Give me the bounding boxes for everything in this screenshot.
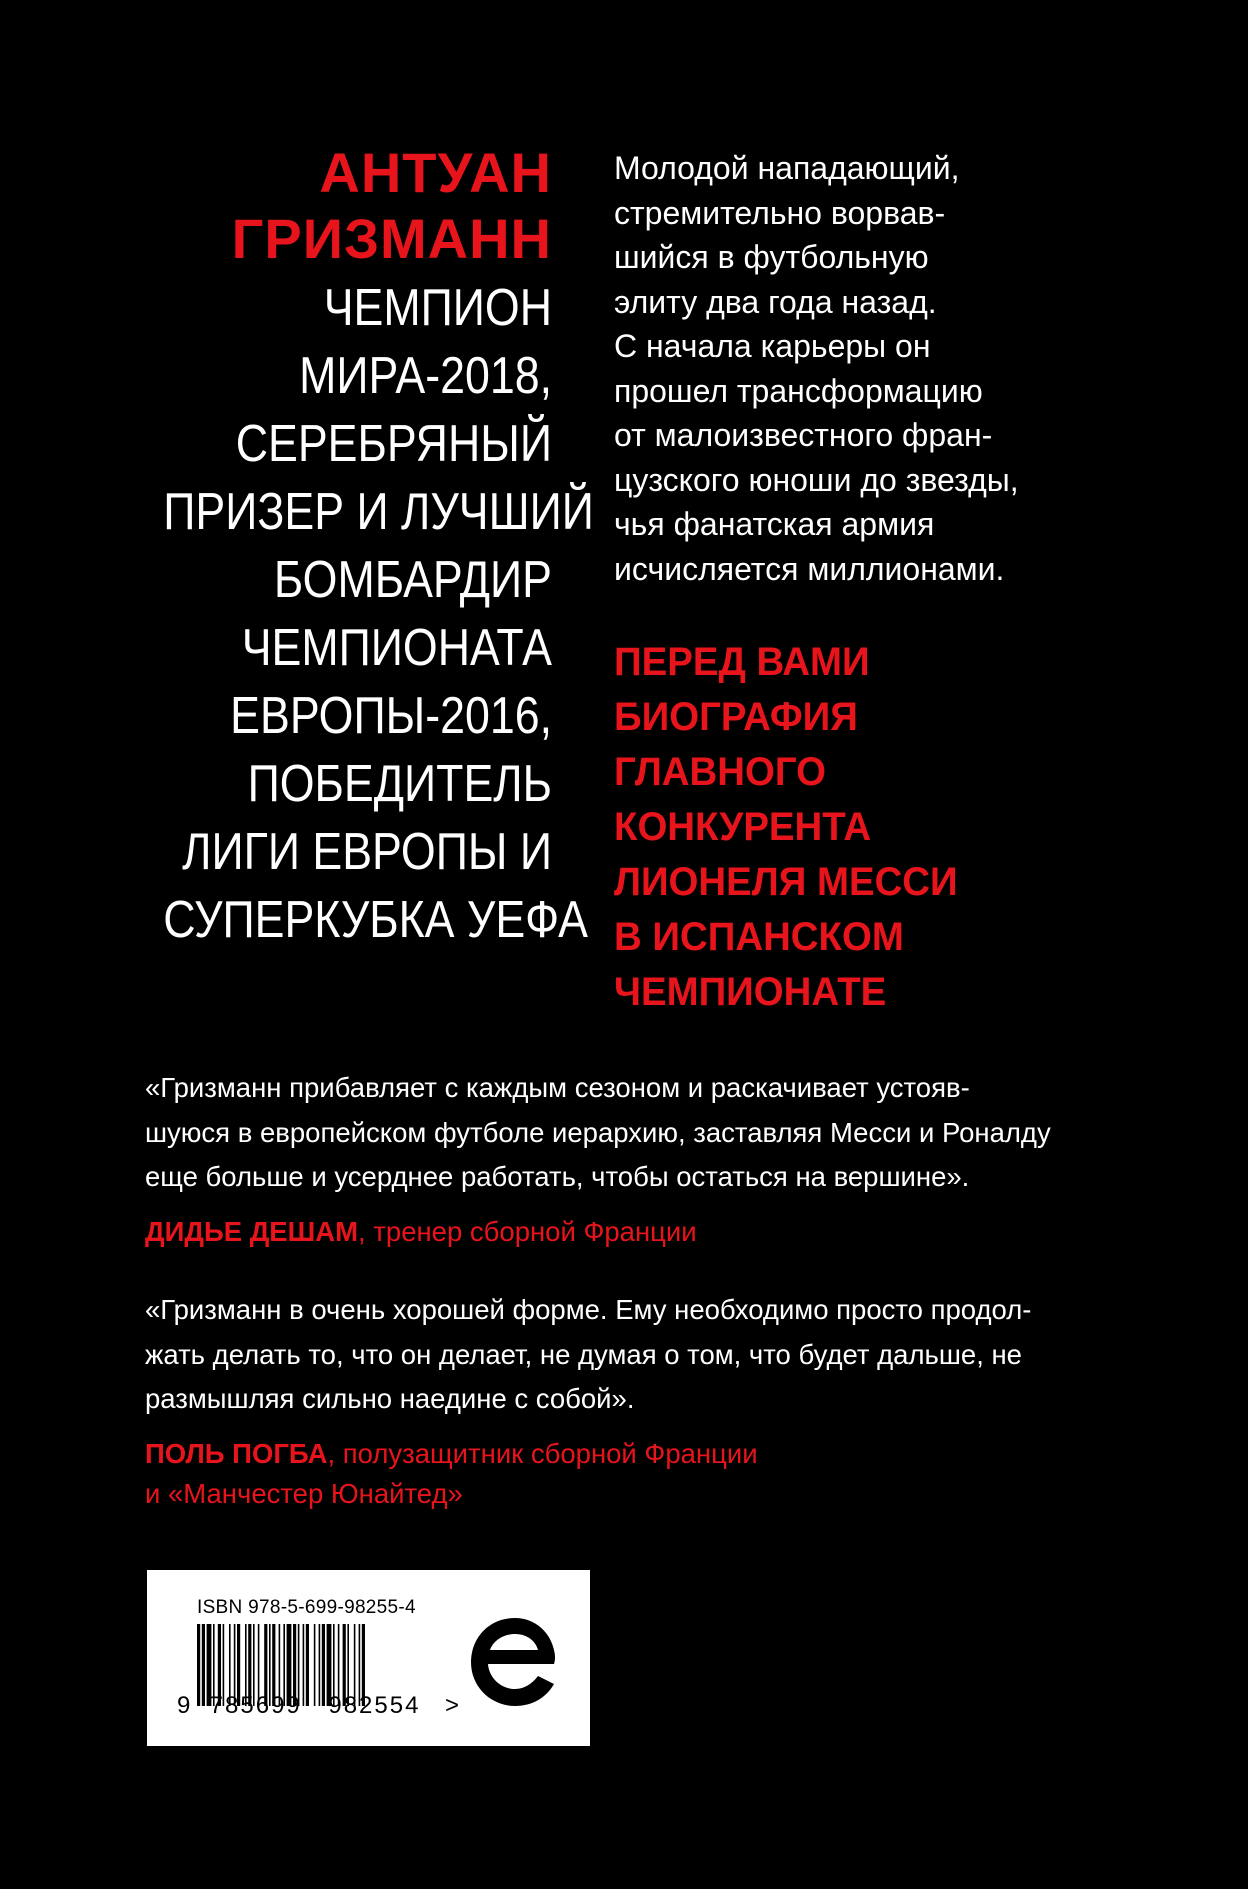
- right-column: [614, 146, 1174, 1020]
- quote-attribution: [145, 1434, 1105, 1514]
- intro-line: прошел трансформацию: [614, 372, 983, 409]
- quote-deschamps: [145, 1066, 1105, 1252]
- quote-pogba: [145, 1288, 1105, 1514]
- intro-line: стремительно ворвав-: [614, 194, 946, 231]
- title-line: ПРИЗЕР И ЛУЧШИЙ: [163, 483, 594, 541]
- intro-paragraph: [614, 146, 1174, 591]
- quote-line: жать делать то, что он делает, не думая о том, что будет дальше, не: [145, 1338, 1022, 1370]
- quote-line: размышляя сильно наедине с собой».: [145, 1383, 635, 1414]
- barcode-digits: [177, 1692, 459, 1720]
- claim-line: КОНКУРЕНТА: [614, 805, 872, 849]
- quote-author-role: , полузащитник сборной Франции: [327, 1437, 758, 1469]
- claim-line: ГЛАВНОГО: [614, 750, 826, 794]
- quote-author: ПОЛЬ ПОГБА: [145, 1437, 328, 1469]
- quote-line: «Гризманн прибавляет с каждым сезоном и раскачивает устояв-: [145, 1072, 970, 1103]
- barcode-right-digits: 982554: [328, 1692, 421, 1719]
- quote-author: ДИДЬЕ ДЕШАМ: [145, 1215, 359, 1247]
- title-line: ЧЕМПИОН: [323, 279, 552, 337]
- quote-author-role-continued: и «Манчестер Юнайтед»: [145, 1477, 463, 1509]
- author-first-name: АНТУАН: [319, 141, 552, 204]
- title-line: ЕВРОПЫ-2016,: [230, 687, 552, 745]
- barcode-left-digits: 785699: [209, 1692, 302, 1719]
- quote-line: еще больше и усерднее работать, чтобы остаться на вершине».: [145, 1161, 970, 1192]
- claim-line: БИОГРАФИЯ: [614, 695, 858, 739]
- quote-attribution: [145, 1212, 1105, 1252]
- intro-line: цузского юноши до звезды,: [614, 461, 1019, 498]
- claim-line: ЧЕМПИОНАТЕ: [614, 970, 887, 1014]
- intro-line: элиту два года назад.: [614, 283, 937, 320]
- quote-author-role: , тренер сборной Франции: [358, 1215, 697, 1247]
- intro-line: Молодой нападающий,: [614, 150, 960, 186]
- claim-line: В ИСПАНСКОМ: [614, 915, 904, 959]
- barcode-quiet-mark: >: [445, 1692, 460, 1719]
- quote-line: шуюся в европейском футболе иерархию, заставляя Месси и Роналду: [145, 1116, 1051, 1148]
- intro-line: чья фанатская армия: [614, 506, 935, 542]
- intro-line: шийся в футбольную: [614, 239, 929, 275]
- quote-line: «Гризманн в очень хорошей форме. Ему необходимо просто продол-: [145, 1294, 1032, 1325]
- author-last-name: ГРИЗМАНН: [231, 207, 552, 270]
- title-line: СЕРЕБРЯНЫЙ: [235, 415, 552, 473]
- title-line: ЛИГИ ЕВРОПЫ И: [182, 823, 552, 881]
- eksmo-logo-icon: [465, 1612, 565, 1712]
- intro-line: исчисляется миллионами.: [614, 550, 1005, 587]
- title-line: ЧЕМПИОНАТА: [241, 619, 552, 677]
- biography-claim: [614, 635, 1174, 1020]
- intro-line: от малоизвестного фран-: [614, 417, 993, 453]
- title-line: МИРА-2018,: [299, 347, 552, 405]
- title-line: БОМБАРДИР: [273, 551, 552, 609]
- claim-line: ПЕРЕД ВАМИ: [614, 640, 870, 684]
- barcode-panel: [147, 1570, 590, 1746]
- claim-line: ЛИОНЕЛЯ МЕССИ: [614, 860, 958, 904]
- book-heading: [100, 140, 594, 954]
- isbn-label: ISBN 978-5-699-98255-4: [197, 1597, 416, 1618]
- title-line: ПОБЕДИТЕЛЬ: [247, 755, 552, 813]
- intro-line: С начала карьеры он: [614, 328, 931, 364]
- title-line: СУПЕРКУБКА УЕФА: [163, 891, 588, 949]
- barcode-lead-digit: 9: [177, 1692, 191, 1719]
